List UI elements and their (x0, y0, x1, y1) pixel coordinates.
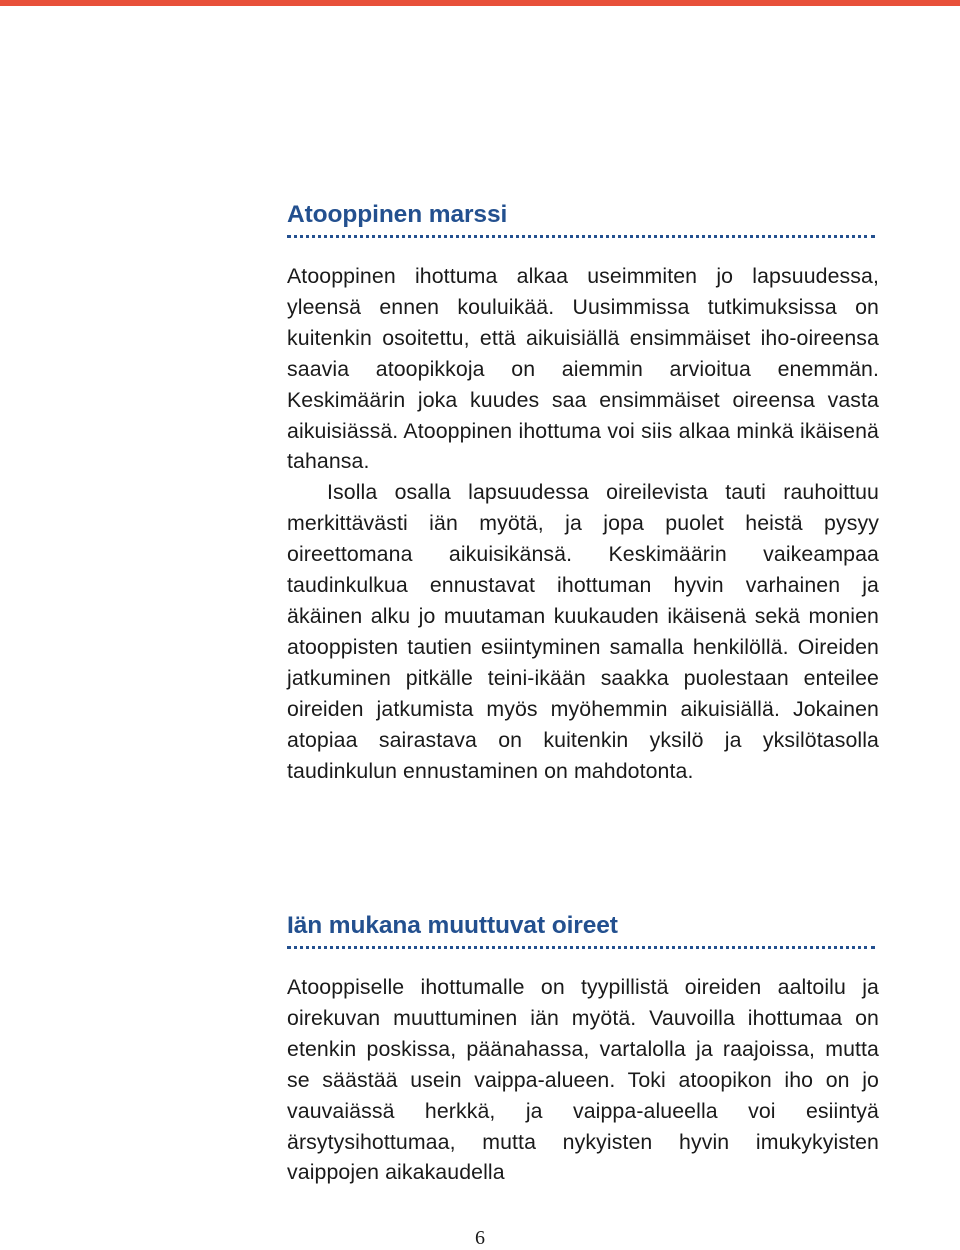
dotted-divider (287, 235, 875, 238)
section-atooppinen-marssi (287, 200, 879, 786)
body-paragraph: Atooppinen ihottuma alkaa useimmiten jo lapsuudessa, yleensä ennen kouluikää. Uusimmissa tutkimuksissa on kuitenkin osoitettu, että aikuisiällä ensimmäiset iho-oireensa saavia atoopikkoja on aiemmin arvioitua enemmän. Keskimäärin joka kuudes saa ensimmäiset oireensa vasta aikuisiässä. Atooppinen ihottuma voi siis alkaa minkä ikäisenä tahansa. (287, 264, 879, 474)
page-number: 6 (475, 1227, 485, 1249)
dotted-divider (287, 946, 875, 949)
section-heading: Iän mukana muuttuvat oireet (287, 912, 618, 939)
section-ian-mukana-muuttuvat-oireet (287, 911, 879, 1188)
body-paragraph: Isolla osalla lapsuudessa oireilevista tauti rauhoittuu merkittävästi iän myötä, ja jopa puolet heistä pysyy oireettomana aikuisikänsä. Keskimäärin vaikeampaa taudinkulkua ennustavat ihottuman hyvin varhainen ja äkäinen alku jo muutaman kuukauden ikäisenä sekä monien atooppisten tautien esiintyminen samalla henkilöllä. Oireiden jatkuminen pitkälle teini-ikään saakka puolestaan enteilee oireiden jatkumista myös myöhemmin aikuisiällä. Jokainen atopiaa sairastava on kuitenkin yksilö ja yksilötasolla taudinkulun ennustaminen on mahdotonta. (287, 480, 879, 783)
top-accent-bar (0, 0, 960, 6)
section-heading: Atooppinen marssi (287, 201, 508, 228)
body-paragraph: Atooppiselle ihottumalle on tyypillistä oireiden aaltoilu ja oirekuvan muuttuminen iän myötä. Vauvoilla ihottumaa on etenkin poskissa, päänahassa, vartalolla ja raajoissa, mutta se säästää usein vaippa-alueen. Toki atoopikon iho on jo vauvaiässä herkkä, ja vaippa-alueella voi esiintyä ärsytysihottumaa, mutta nykyisten hyvin imukykyisten vaippojen aikakaudella (287, 975, 879, 1185)
